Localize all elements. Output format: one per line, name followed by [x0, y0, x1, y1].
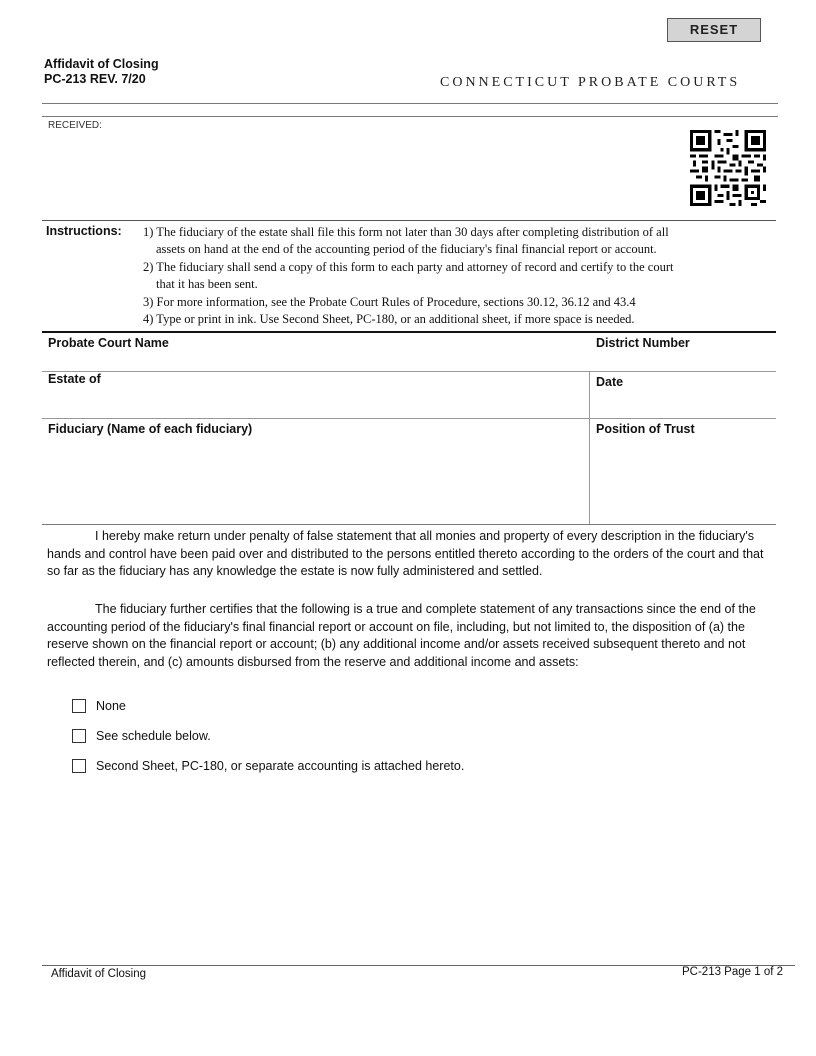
district-number-field[interactable]: District Number [596, 336, 690, 350]
estate-of-field[interactable]: Estate of [48, 372, 101, 386]
fiduciary-field[interactable]: Fiduciary (Name of each fiduciary) [48, 422, 253, 436]
date-field[interactable]: Date [596, 375, 624, 389]
none-checkbox[interactable] [72, 699, 86, 713]
instruction-continuation: assets on hand at the end of the accounting period of the fiduciary's final financial report or account. [156, 242, 657, 256]
instruction-item-1 [143, 224, 763, 258]
form-title: Affidavit of Closing [44, 57, 159, 71]
option-label: None [96, 699, 126, 713]
option-label: Second Sheet, PC-180, or separate accounting is attached hereto. [96, 759, 465, 773]
row-divider-2 [42, 418, 776, 419]
row-divider-3 [42, 524, 776, 525]
instructions-label: Instructions: [46, 224, 122, 238]
certification-statement [47, 601, 767, 672]
position-of-trust-field[interactable]: Position of Trust [596, 422, 695, 436]
column-divider [589, 371, 590, 524]
received-label: RECEIVED: [48, 120, 102, 131]
instruction-item-2 [143, 259, 763, 293]
return-statement-text: I hereby make return under penalty of false statement that all monies and property of every description in the fiduciary's hands and control have been paid over and distributed to the persons entitled thereto according to the orders of the court and that so far as the fiduciary has any knowledge the estate is now fully administered and settled. [47, 529, 764, 579]
row-divider-1 [42, 371, 776, 372]
instructions-top-divider [42, 220, 776, 221]
instruction-item-3 [143, 294, 763, 311]
option-second-sheet[interactable] [72, 759, 464, 773]
header-divider [42, 103, 778, 104]
received-top-divider [42, 116, 778, 117]
option-label: See schedule below. [96, 729, 211, 743]
form-code: PC-213 REV. 7/20 [44, 72, 146, 86]
option-see-schedule[interactable] [72, 729, 211, 743]
option-none[interactable] [72, 699, 126, 713]
fields-top-divider [42, 331, 776, 333]
footer-page-number: PC-213 Page 1 of 2 [682, 966, 784, 978]
court-name: CONNECTICUT PROBATE COURTS [440, 75, 741, 90]
certification-statement-text: The fiduciary further certifies that the following is a true and complete statement of any transactions since the end of the accounting period of the fiduciary's final financial report or account on file, including, but not limited to, the disposition of (a) the reserve shown on the financial report or account; (b) any additional income and/or assets received subsequent thereto and not reflected therein, and (c) amounts disbursed from the reserve and additional income and assets: [47, 602, 756, 670]
instruction-text: 4) Type or print in ink. Use Second Sheet, PC-180, or an additional sheet, if more space is needed. [143, 312, 635, 326]
see-schedule-checkbox[interactable] [72, 729, 86, 743]
second-sheet-checkbox[interactable] [72, 759, 86, 773]
instruction-text: 3) For more information, see the Probate Court Rules of Procedure, sections 30.12, 36.12 and 43.4 [143, 295, 636, 309]
instruction-item-4 [143, 311, 763, 328]
reset-button[interactable]: RESET [667, 18, 761, 42]
probate-court-name-field[interactable]: Probate Court Name [48, 336, 169, 350]
instruction-text: 2) The fiduciary shall send a copy of this form to each party and attorney of record and certify to the court [143, 260, 674, 274]
qr-code-icon [690, 130, 766, 206]
instruction-text: 1) The fiduciary of the estate shall file this form not later than 30 days after completing distribution of all [143, 225, 669, 239]
footer-form-title: Affidavit of Closing [51, 968, 147, 980]
instruction-continuation: that it has been sent. [156, 277, 258, 291]
return-statement [47, 528, 767, 581]
